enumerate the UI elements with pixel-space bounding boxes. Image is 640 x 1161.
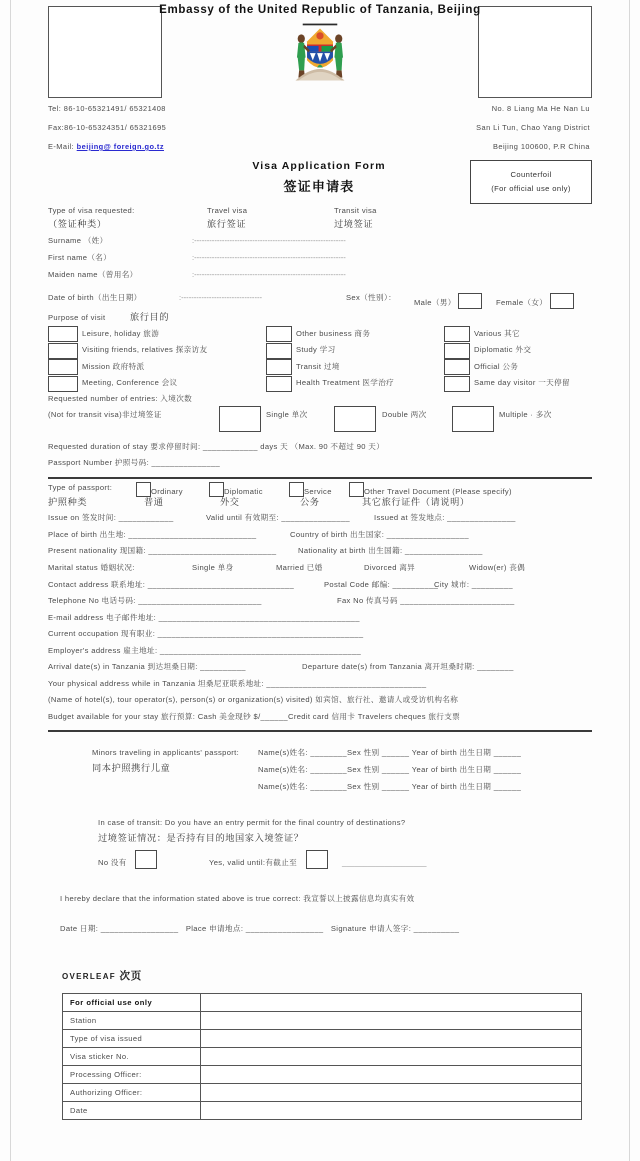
budget-row [44,711,596,728]
checkbox-double[interactable] [334,406,376,432]
entries-label-line2: (Not for transit visa)非过境签证 [48,410,162,419]
nationality-row [44,545,596,562]
declaration-text: I hereby declare that the information stated above is true correct: 我宣誓以上披露信息均真实有效 [60,894,415,903]
authorizing-officer-label: Authorizing Officer: [63,1084,201,1102]
telephone-field[interactable]: Telephone No 电话号码: ___________________________ [48,596,262,605]
table-row [63,1030,582,1048]
checkbox-leisure[interactable] [48,326,78,342]
minors-section [44,746,596,804]
embassy-telephone: Tel: 86-10-65321491/ 65321408 [48,104,166,113]
physical-address-field[interactable]: Your physical address while in Tanzania 坦桑尼亚联系地址: ___________________________________ [48,678,427,688]
purpose-label-health: Health Treatment 医学治疗 [296,378,395,388]
female-checkbox[interactable] [550,293,574,309]
passport-type-label-en: Type of passport: [48,483,113,492]
contact-block [44,102,596,160]
form-header [44,0,596,100]
embassy-fax: Fax:86-10-65324351/ 65321695 [48,123,167,132]
purpose-option-health[interactable] [266,376,394,393]
declaration-section [44,894,596,954]
passport-type-label-cn: 护照种类 [48,497,88,507]
checkbox-mission[interactable] [48,359,78,375]
entries-label-line1: Requested number of entries: 入境次数 [48,394,193,403]
current-occupation-field[interactable]: Current occupation 现有职业: _____________________________________________ [48,629,364,638]
purpose-label-official: Official 公务 [474,361,519,371]
purpose-label-meeting: Meeting, Conference 会议 [82,378,178,388]
label-other-cn: 其它旅行证件（请说明） [362,497,470,507]
transit-no-label: No 没有 [98,858,127,867]
passport-issue-row [44,512,596,529]
form-title-cn: 签证申请表 [283,179,355,194]
purpose-option-same-day[interactable] [444,376,570,393]
visa-type-issued-value[interactable] [201,1030,582,1048]
minors-label-cn: 同本护照携行儿童 [92,763,171,773]
male-label: Male（男） [414,298,456,307]
hotel-note-text: (Name of hotel(s), tour operator(s), person(s) or organization(s) visited) 如宾馆、旅行社、邀请人或受访机构名称 [48,695,459,704]
purpose-option-business[interactable] [266,326,394,343]
overleaf-title-en: OVERLEAF [62,972,116,981]
purpose-label-cn: 旅行目的 [129,312,170,322]
budget-field[interactable]: Budget available for your stay 旅行预算: Cash 美金现钞 $/______Credit card 信用卡 Travelers cheques 旅行支票 [48,711,461,721]
tanzania-coat-of-arms-icon [284,20,356,92]
label-service-en: Service [304,487,332,496]
minor-row-3[interactable]: Name(s)姓名: ________Sex 性别 ______ Year of birth 出生日期 ______ [258,782,522,791]
single-entry-box[interactable] [219,406,261,436]
male-option[interactable] [414,293,482,309]
embassy-address-line-2: San Li Tun, Chao Yang District [476,123,590,132]
visa-type-section [44,206,596,234]
transit-yes-option[interactable] [209,850,427,869]
official-date-label: Date [63,1102,201,1120]
visa-sticker-label: Visa sticker No. [63,1048,201,1066]
purpose-label-diplomatic: Diplomatic 外交 [474,345,532,355]
form-title-en: Visa Application Form [252,160,386,172]
valid-until-field[interactable]: Valid until 有效期至: _______________ [206,513,350,522]
table-row [63,1084,582,1102]
surname-input[interactable]: :------------------------------------------------------------ [192,236,346,245]
date-of-birth-input[interactable]: :-------------------------------- [179,293,263,302]
purpose-label-leisure: Leisure, holiday 旅游 [82,328,160,338]
counterfoil-note: (For official use only) [491,184,571,193]
present-nationality-field[interactable]: Present nationality 现国籍: ____________________________ [48,546,277,555]
checkbox-transit-yes[interactable] [306,850,328,869]
checkbox-same-day[interactable] [444,376,470,392]
label-diplomatic-en: Diplomatic [224,487,263,496]
purpose-option-mission[interactable] [48,359,207,376]
employer-address-row [44,645,596,662]
purpose-column-1 [48,326,207,392]
purpose-option-visiting[interactable] [48,343,207,360]
maiden-name-field [44,268,596,285]
official-use-table [62,993,582,1120]
multiple-entry-box[interactable] [452,406,494,436]
marital-status-row [44,562,596,579]
purpose-option-diplomatic[interactable] [444,343,570,360]
female-label: Female（女） [496,298,548,307]
first-name-label: First name（名） [48,253,112,262]
processing-officer-value[interactable] [201,1066,582,1084]
checkbox-diplomatic-passport[interactable] [209,482,224,497]
first-name-input[interactable]: :------------------------------------------------------------ [192,253,346,262]
email-address-field[interactable]: E-mail address 电子邮件地址: ____________________________________________ [48,612,360,622]
checkbox-other-document[interactable] [349,482,364,497]
purpose-column-3 [444,326,570,392]
email-row [44,612,596,629]
photo-box-right[interactable] [478,6,592,98]
contact-address-field[interactable]: Contact address 联系地址: ________________________________ [48,579,295,589]
purpose-label-transit: Transit 过境 [296,361,340,371]
checkbox-health[interactable] [266,376,292,392]
purpose-header [44,311,596,326]
minor-row-1[interactable]: Name(s)姓名: ________Sex 性别 ______ Year of birth 出生日期 ______ [258,748,522,757]
fax-field[interactable]: Fax No 传真号码 _________________________ [337,596,515,605]
birth-place-row [44,529,596,546]
label-diplomatic-cn: 外交 [220,497,240,507]
duration-of-stay-field[interactable] [44,442,596,458]
postal-code-field[interactable]: Postal Code 邮编: __________ [324,579,439,589]
checkbox-ordinary[interactable] [136,482,151,497]
nationality-at-birth-field[interactable]: Nationality at birth 出生国籍: _________________ [298,546,483,555]
purpose-option-transit[interactable] [266,359,394,376]
transit-visa-option-en[interactable]: Transit visa [334,206,377,215]
label-ordinary-en: Ordinary [151,487,183,496]
official-use-header: For official use only [63,994,201,1012]
embassy-email-link[interactable]: beijing@ foreign.go.tz [76,142,164,151]
table-row [63,1102,582,1120]
purpose-option-official[interactable] [444,359,570,376]
purpose-option-meeting[interactable] [48,376,207,393]
checkbox-official[interactable] [444,359,470,375]
purpose-column-2 [266,326,394,392]
embassy-address-line-1: No. 8 Liang Ma He Nan Lu [491,104,590,113]
official-date-value[interactable] [201,1102,582,1120]
maiden-name-label: Maiden name（曾用名） [48,270,138,279]
telephone-row [44,595,596,612]
marital-single[interactable]: Single 单身 [192,562,234,572]
purpose-option-leisure[interactable] [48,326,207,343]
transit-permit-section [44,818,596,872]
counterfoil-label: Counterfoil [510,169,552,179]
checkbox-transit-no[interactable] [135,850,157,869]
first-name-field [44,251,596,268]
section-divider-top [48,477,592,479]
maiden-name-input[interactable]: :------------------------------------------------------------ [192,270,346,279]
purpose-label-mission: Mission 政府特派 [82,361,145,371]
marital-status-label: Marital status 婚姻状况: [48,562,135,572]
processing-officer-label: Processing Officer: [63,1066,201,1084]
transit-question-en: In case of transit: Do you have an entry permit for the final country of destinations? [98,818,406,827]
purpose-label-business: Other business 商务 [296,328,371,338]
surname-field [44,234,596,251]
visa-sticker-value[interactable] [201,1048,582,1066]
physical-address-row [44,678,596,695]
checkbox-transit[interactable] [266,359,292,375]
checkbox-meeting[interactable] [48,376,78,392]
photo-box-left[interactable] [48,6,162,98]
checkbox-diplomatic[interactable] [444,343,470,359]
arrival-date-field[interactable]: Arrival date(s) in Tanzania 到达坦桑日期: __________ [48,662,246,671]
checkbox-single[interactable] [219,406,261,432]
transit-visa-option-cn[interactable]: 过境签证 [334,219,374,229]
visa-type-label-en: Type of visa requested: [48,206,135,215]
contact-address-row [44,579,596,596]
female-option[interactable] [496,293,574,309]
single-entry-label: Single 单次 [266,410,308,419]
minor-row-2[interactable]: Name(s)姓名: ________Sex 性别 ______ Year of birth 出生日期 ______ [258,765,522,774]
purpose-label-visiting: Visiting friends, relatives 探亲访友 [82,345,208,355]
overleaf-section [44,968,596,1120]
embassy-email-row [48,142,164,151]
passport-number-field[interactable] [44,458,596,474]
purpose-label-study: Study 学习 [296,345,336,355]
marital-divorced[interactable]: Divorced 离异 [364,562,416,572]
birth-sex-section [44,289,596,311]
purpose-checkbox-grid [44,326,596,392]
male-checkbox[interactable] [458,293,482,309]
email-label: E-Mail: [48,142,75,151]
overleaf-title-cn: 次页 [119,970,143,982]
passport-type-section [44,482,596,512]
declaration-signature-row [60,924,459,935]
purpose-label-same-day: Same day visitor 一天停留 [474,378,570,388]
station-value[interactable] [201,1012,582,1030]
table-row [63,1012,582,1030]
overleaf-title [48,968,596,983]
label-service-cn: 公务 [300,497,320,507]
purpose-option-various[interactable] [444,326,570,343]
declaration-signature-field[interactable]: Signature 申请人签字: __________ [330,924,460,933]
employer-address-field[interactable]: Employer's address 雇主地址: ____________________________________________ [48,645,362,655]
checkbox-study[interactable] [266,343,292,359]
occupation-row [44,628,596,645]
surname-label: Surname （姓） [48,236,108,245]
issue-on-field[interactable]: Issue on 签发时间: ____________ [48,513,174,522]
travel-visa-option-en[interactable]: Travel visa [207,206,248,215]
country-of-birth-field[interactable]: Country of birth 出生国家: __________________ [290,529,469,539]
label-other-en: Other Travel Document (Please specify) [364,487,512,496]
authorizing-officer-value[interactable] [201,1084,582,1102]
departure-date-field[interactable]: Departure date(s) from Tanzania 离开坦桑时期: ________ [302,662,514,671]
title-block [44,160,596,206]
declaration-date-field[interactable]: Date 日期: _________________ [60,924,179,933]
page-right-border [629,0,630,1161]
transit-no-option[interactable] [98,850,157,869]
transit-valid-until-input[interactable]: ____________________ [342,858,427,867]
duration-of-stay-text: Requested duration of stay 要求停留时间: ____________ days 天 （Max. 90 不超过 90 天） [48,442,385,451]
transit-question-cn: 过境签证情况：是否持有目的地国家入境签证？ [98,833,304,843]
label-ordinary-cn: 普通 [144,497,164,507]
section-divider-bottom [48,730,592,732]
entries-section [44,394,596,442]
table-row [63,994,582,1012]
date-of-birth-label: Date of birth（出生日期） [48,293,142,302]
table-row [63,1066,582,1084]
visa-type-label-cn: （签证种类） [48,219,107,229]
double-entry-box[interactable] [334,406,376,436]
station-label: Station [63,1012,201,1030]
checkbox-various[interactable] [444,326,470,342]
checkbox-visiting[interactable] [48,343,78,359]
travel-visa-option-cn[interactable]: 旅行签证 [207,219,247,229]
arrival-departure-row [44,661,596,678]
hotel-note-row [44,694,596,711]
transit-yes-label: Yes, valid until:有截止至 [209,858,298,867]
table-row [63,1048,582,1066]
visa-type-issued-label: Type of visa issued [63,1030,201,1048]
checkbox-service[interactable] [289,482,304,497]
sex-label: Sex（性别）： [346,293,397,302]
issued-at-field[interactable]: Issued at 签发地点: _______________ [374,513,516,522]
double-entry-label: Double 两次 [382,410,427,419]
place-of-birth-field[interactable]: Place of birth 出生地: ____________________________ [48,529,257,539]
page-left-border [10,0,11,1161]
city-field[interactable]: City 城市: _________ [434,579,513,589]
passport-number-text: Passport Number 护照号码: _______________ [48,458,221,467]
multiple-entry-label: Multiple · 多次 [499,410,552,419]
purpose-option-study[interactable] [266,343,394,360]
marital-married[interactable]: Married 已婚 [276,562,323,572]
declaration-place-field[interactable]: Place 申请地点: _________________ [185,924,324,933]
purpose-label-en: Purpose of visit [48,313,106,322]
checkbox-multiple[interactable] [452,406,494,432]
official-use-value[interactable] [201,994,582,1012]
embassy-address-line-3: Beijing 100600, P.R China [493,142,590,151]
checkbox-business[interactable] [266,326,292,342]
embassy-title: Embassy of the United Republic of Tanzania, Beijing [159,4,481,16]
marital-widow[interactable]: Widow(er) 丧偶 [469,562,526,572]
purpose-label-various: Various 其它 [474,328,520,338]
minors-label-en: Minors traveling in applicants' passport: [92,748,240,757]
counterfoil-box[interactable] [470,160,592,204]
